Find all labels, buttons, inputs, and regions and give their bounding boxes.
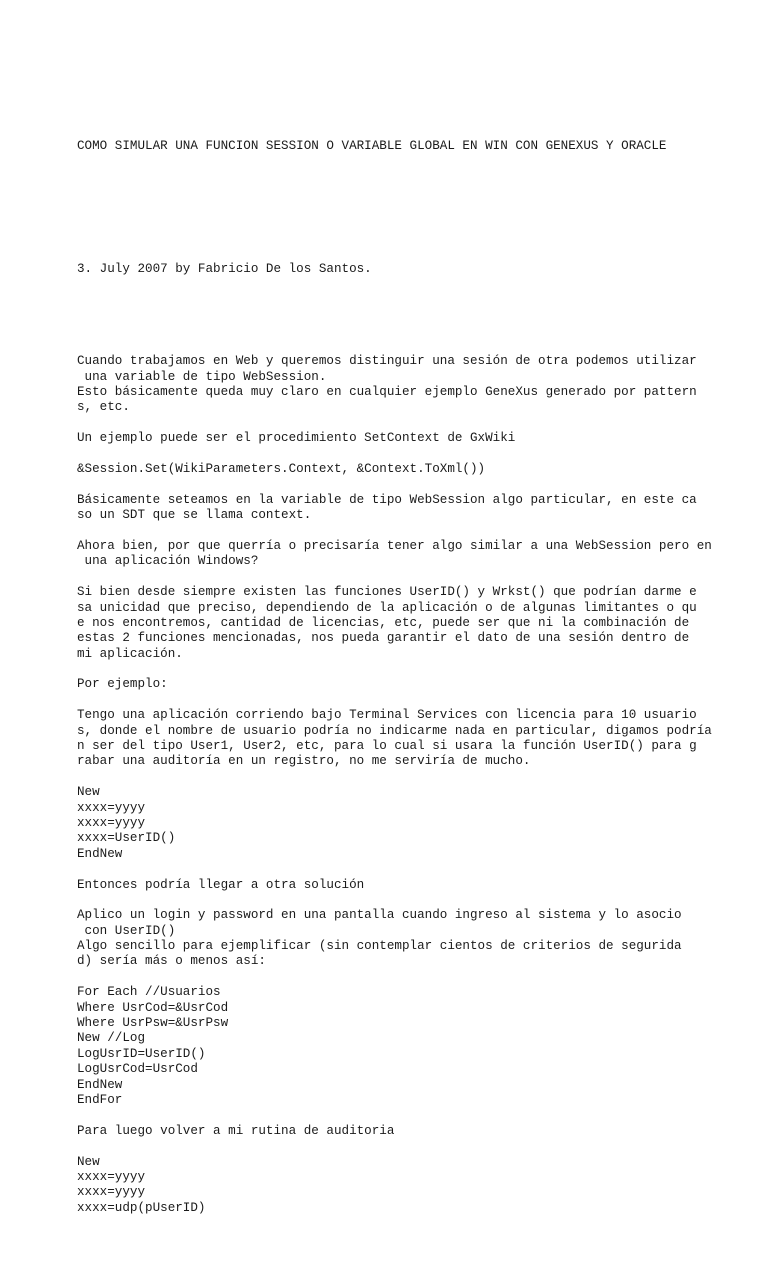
- text-line: Tengo una aplicación corriendo bajo Terminal Services con licencia para 10 usuario: [77, 708, 697, 723]
- text-line: n ser del tipo User1, User2, etc, para lo cual si usara la función UserID() para g: [77, 739, 697, 754]
- text-line: Un ejemplo puede ser el procedimiento SetContext de GxWiki: [77, 431, 516, 446]
- document-byline: [77, 231, 737, 308]
- text-line: xxxx=yyyy: [77, 800, 146, 815]
- text-line: so un SDT que se llama context.: [77, 508, 312, 523]
- title-line: COMO SIMULAR UNA FUNCION SESSION O VARIABLE GLOBAL EN WIN CON GENEXUS Y ORACLE: [77, 138, 667, 153]
- text-line: xxxx=yyyy: [77, 1185, 146, 1200]
- text-line: mi aplicación.: [77, 646, 183, 661]
- text-line: xxxx=yyyy: [77, 815, 146, 830]
- text-line: rabar una auditoría en un registro, no me serviría de mucho.: [77, 754, 531, 769]
- text-line: LogUsrID=UserID(): [77, 1046, 206, 1061]
- text-line: New: [77, 1154, 100, 1169]
- text-line: LogUsrCod=UsrCod: [77, 1062, 198, 1077]
- text-line: sa unicidad que preciso, dependiendo de la aplicación o de algunas limitantes o qu: [77, 600, 697, 615]
- text-line: Esto básicamente queda muy claro en cualquier ejemplo GeneXus generado por pattern: [77, 385, 697, 400]
- paragraph: [77, 354, 737, 416]
- paragraph: [77, 878, 737, 893]
- paragraph: [77, 1155, 737, 1217]
- text-line: s, etc.: [77, 400, 130, 415]
- text-line: con UserID(): [77, 923, 176, 938]
- paragraph: [77, 493, 737, 524]
- text-line: Ahora bien, por que querría o precisaría tener algo similar a una WebSession pero en: [77, 538, 712, 553]
- text-line: New //Log: [77, 1031, 146, 1046]
- text-line: Básicamente seteamos en la variable de tipo WebSession algo particular, en este ca: [77, 492, 697, 507]
- text-line: s, donde el nombre de usuario podría no indicarme nada en particular, digamos podría: [77, 723, 712, 738]
- text-line: Cuando trabajamos en Web y queremos distinguir una sesión de otra podemos utilizar: [77, 354, 697, 369]
- paragraph: [77, 985, 737, 1108]
- text-line: e nos encontremos, cantidad de licencias, etc, puede ser que ni la combinación de: [77, 615, 690, 630]
- paragraph: [77, 785, 737, 862]
- text-line: EndNew: [77, 1077, 123, 1092]
- text-line: Por ejemplo:: [77, 677, 168, 692]
- text-line: New: [77, 785, 100, 800]
- text-line: estas 2 funciones mencionadas, nos pueda garantir el dato de una sesión dentro de: [77, 631, 690, 646]
- paragraph: [77, 431, 737, 446]
- document-title: [77, 108, 737, 185]
- text-line: EndFor: [77, 1093, 123, 1107]
- paragraph: [77, 585, 737, 662]
- paragraphs-container: [77, 354, 737, 1216]
- text-line: Aplico un login y password en una pantalla cuando ingreso al sistema y lo asocio: [77, 908, 682, 923]
- text-line: una variable de tipo WebSession.: [77, 369, 327, 384]
- text-line: xxxx=yyyy: [77, 1169, 146, 1184]
- byline-line: 3. July 2007 by Fabricio De los Santos.: [77, 261, 372, 276]
- text-line: d) sería más o menos así:: [77, 954, 266, 969]
- paragraph: [77, 1124, 737, 1139]
- text-line: Algo sencillo para ejemplificar (sin contemplar cientos de criterios de segurida: [77, 939, 682, 954]
- text-line: Where UsrCod=&UsrCod: [77, 1000, 229, 1015]
- text-line: xxxx=udp(pUserID): [77, 1200, 206, 1215]
- text-line: xxxx=UserID(): [77, 831, 176, 846]
- text-line: una aplicación Windows?: [77, 554, 259, 569]
- text-line: EndNew: [77, 846, 123, 861]
- text-line: &Session.Set(WikiParameters.Context, &Context.ToXml()): [77, 461, 486, 476]
- paragraph: [77, 908, 737, 970]
- text-line: For Each //Usuarios: [77, 985, 221, 1000]
- text-line: Si bien desde siempre existen las funciones UserID() y Wrkst() que podrían darme e: [77, 585, 697, 600]
- text-line: Where UsrPsw=&UsrPsw: [77, 1016, 229, 1031]
- paragraph: [77, 539, 737, 570]
- document-body: [77, 77, 737, 1262]
- paragraph: [77, 677, 737, 692]
- paragraph: [77, 708, 737, 770]
- text-line: Entonces podría llegar a otra solución: [77, 877, 365, 892]
- text-line: Para luego volver a mi rutina de auditoria: [77, 1123, 395, 1138]
- paragraph: [77, 462, 737, 477]
